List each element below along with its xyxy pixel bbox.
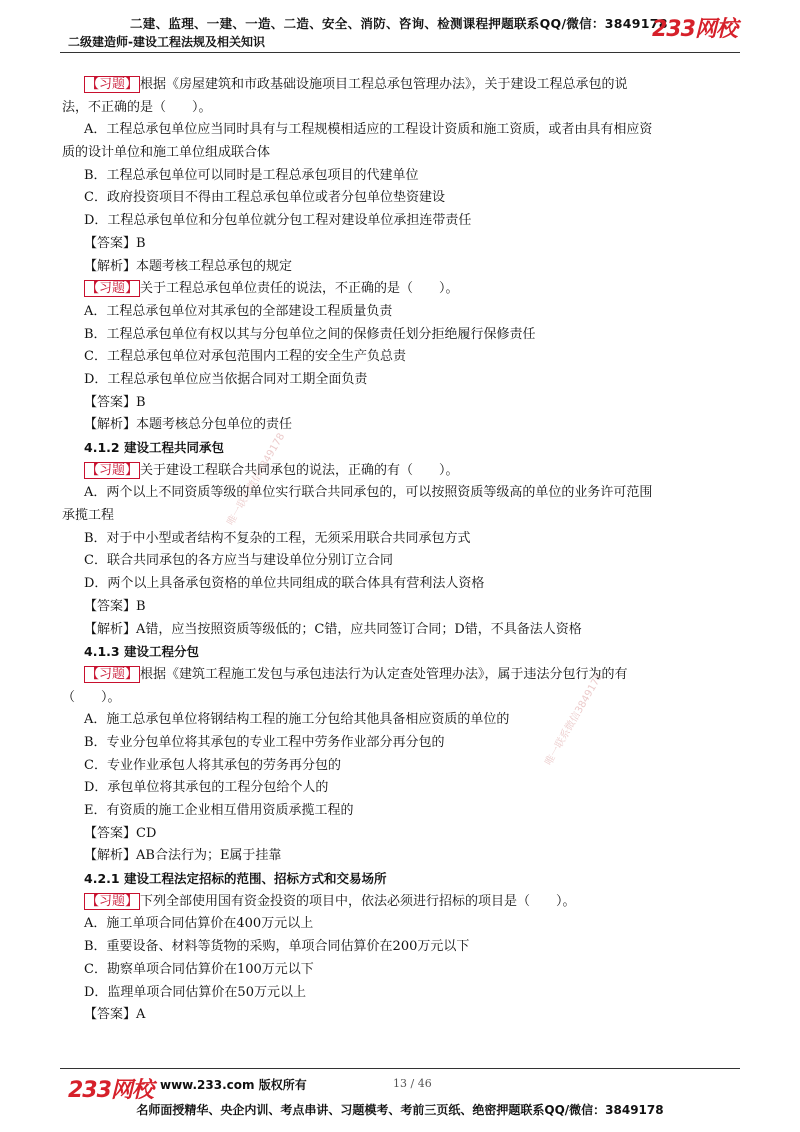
section-heading xyxy=(62,437,742,460)
text-line xyxy=(62,119,742,142)
line-text: D．两个以上具备承包资格的单位共同组成的联合体具有营利法人资格 xyxy=(84,576,485,592)
section-heading-text: 4.1.3 建设工程分包 xyxy=(84,644,199,660)
line-text: A．施工总承包单位将钢结构工程的施工分包给其他具备相应资质的单位的 xyxy=(84,712,510,728)
text-line xyxy=(62,414,742,437)
text-line xyxy=(62,732,742,755)
text-line xyxy=(62,187,742,210)
exercise-tag: 【习题】 xyxy=(86,77,139,92)
line-text: 【答案】A xyxy=(84,1007,146,1023)
question-text: 关于建设工程联合共同承包的说法，正确的有（ ）。 xyxy=(140,462,459,478)
text-line xyxy=(62,165,742,188)
question-line xyxy=(62,891,742,914)
header-logo-text: 233网校 xyxy=(652,17,737,42)
line-text: A．施工单项合同估算价在400万元以上 xyxy=(84,916,314,932)
line-text: D．监理单项合同估算价在50万元以上 xyxy=(84,984,306,1000)
exercise-tag: 【习题】 xyxy=(86,666,139,682)
line-text: A．工程总承包单位对其承包的全部建设工程质量负责 xyxy=(84,303,393,319)
text-line xyxy=(62,528,742,551)
line-text: E．有资质的施工企业相互借用资质承揽工程的 xyxy=(84,803,354,818)
text-line xyxy=(62,619,742,642)
line-text: 【答案】CD xyxy=(84,825,157,841)
section-heading-text: 4.2.1 建设工程法定招标的范围、招标方式和交易场所 xyxy=(84,871,387,887)
line-text: 【解析】A错，应当按照资质等级低的；C错，应共同签订合同；D错，不具备法人资格 xyxy=(84,621,582,637)
page-number: 13 / 46 xyxy=(393,1077,432,1090)
text-line xyxy=(62,233,742,256)
text-line xyxy=(62,936,742,959)
document-body xyxy=(62,74,742,1027)
line-text: D．承包单位将其承包的工程分包给个人的 xyxy=(84,780,329,796)
question-line xyxy=(62,664,742,687)
line-text: A．两个以上不同资质等级的单位实行联合共同承包的，可以按照资质等级高的单位的业务许可范围 xyxy=(84,485,653,501)
text-line xyxy=(62,392,742,415)
text-line xyxy=(62,301,742,324)
line-text: 【解析】本题考核总分包单位的责任 xyxy=(84,417,293,433)
line-text: 质的设计单位和施工单位组成联合体 xyxy=(62,145,271,161)
section-heading xyxy=(62,868,742,891)
line-text: 法，不正确的是（ ）。 xyxy=(62,99,212,115)
text-line xyxy=(62,210,742,233)
text-line xyxy=(62,755,742,778)
line-text: D．工程总承包单位和分包单位就分包工程对建设单位承担连带责任 xyxy=(84,213,472,229)
line-text: B．专业分包单位将其承包的专业工程中劳务作业部分再分包的 xyxy=(84,734,445,750)
text-line xyxy=(62,1004,742,1027)
text-line xyxy=(62,913,742,936)
text-line xyxy=(62,97,742,120)
header-logo xyxy=(652,12,737,43)
text-line xyxy=(62,800,742,823)
line-text: 【答案】B xyxy=(84,235,146,251)
text-line xyxy=(62,573,742,596)
line-text: （ ）。 xyxy=(62,689,121,705)
question-line xyxy=(62,278,742,301)
footer-site-copyright: www.233.com 版权所有 xyxy=(160,1078,307,1092)
page-header xyxy=(0,0,800,56)
text-line xyxy=(62,823,742,846)
exercise-tag: 【习题】 xyxy=(86,462,139,478)
text-line xyxy=(62,959,742,982)
text-line xyxy=(62,505,742,528)
question-line xyxy=(62,74,742,97)
section-heading-text: 4.1.2 建设工程共同承包 xyxy=(84,440,224,455)
footer-logo-text: 233网校 xyxy=(68,1078,153,1103)
exercise-tag: 【习题】 xyxy=(86,893,139,909)
line-text: D．工程总承包单位应当依据合同对工期全面负责 xyxy=(84,371,368,387)
text-line xyxy=(62,596,742,619)
header-course-title: 二级建造师-建设工程法规及相关知识 xyxy=(68,35,265,49)
line-text: 【解析】AB合法行为；E属于挂靠 xyxy=(84,848,282,864)
text-line xyxy=(62,777,742,800)
text-line xyxy=(62,324,742,347)
footer-promo-line: 名师面授精华、央企内训、考点串讲、习题模考、考前三页纸、绝密押题联系QQ/微信：3849178 xyxy=(136,1103,664,1117)
line-text: C．工程总承包单位对承包范围内工程的安全生产负总责 xyxy=(84,349,406,365)
text-line xyxy=(62,346,742,369)
line-text: B．工程总承包单位有权以其与分包单位之间的保修责任划分拒绝履行保修责任 xyxy=(84,326,536,342)
question-text: 根据《房屋建筑和市政基础设施项目工程总承包管理办法》，关于建设工程总承包的说 xyxy=(140,77,628,92)
exercise-tag: 【习题】 xyxy=(86,281,139,297)
line-text: 【答案】B xyxy=(84,598,146,614)
text-line xyxy=(62,982,742,1005)
line-text: C．专业作业承包人将其承包的劳务再分包的 xyxy=(84,757,341,773)
line-text: B．工程总承包单位可以同时是工程总承包项目的代建单位 xyxy=(84,167,419,183)
line-text: 承揽工程 xyxy=(62,508,115,524)
text-line xyxy=(62,369,742,392)
header-contact-line: 二建、监理、一建、一造、二造、安全、消防、咨询、检测课程押题联系QQ/微信：3849178 xyxy=(130,16,668,31)
question-text: 根据《建筑工程施工发包与承包违法行为认定查处管理办法》，属于违法分包行为的有 xyxy=(140,666,628,682)
line-text: C．政府投资项目不得由工程总承包单位或者分包单位垫资建设 xyxy=(84,190,445,206)
footer-logo xyxy=(68,1073,153,1104)
text-line xyxy=(62,845,742,868)
footer-divider xyxy=(60,1068,740,1069)
text-line xyxy=(62,256,742,279)
line-text: B．重要设备、材料等货物的采购，单项合同估算价在200万元以下 xyxy=(84,939,470,955)
question-line xyxy=(62,460,742,483)
line-text: 【答案】B xyxy=(84,394,146,410)
text-line xyxy=(62,482,742,505)
line-text: B．对于中小型或者结构不复杂的工程，无须采用联合共同承包方式 xyxy=(84,530,471,546)
text-line xyxy=(62,687,742,710)
line-text: A．工程总承包单位应当同时具有与工程规模相适应的工程设计资质和施工资质，或者由具有相应资 xyxy=(84,122,653,138)
watermark-1: 唯一联系微信3849178 xyxy=(225,431,288,528)
question-text: 下列全部使用国有资金投资的项目中，依法必须进行招标的项目是（ ）。 xyxy=(140,893,576,909)
text-line xyxy=(62,142,742,165)
line-text: 【解析】本题考核工程总承包的规定 xyxy=(84,258,293,274)
line-text: C．勘察单项合同估算价在100万元以下 xyxy=(84,961,314,977)
text-line xyxy=(62,550,742,573)
line-text: C．联合共同承包的各方应当与建设单位分别订立合同 xyxy=(84,553,393,569)
watermark-2: 唯一联系微信3849178 xyxy=(543,671,606,768)
text-line xyxy=(62,709,742,732)
header-divider xyxy=(60,52,740,53)
section-heading xyxy=(62,641,742,664)
question-text: 关于工程总承包单位责任的说法，不正确的是（ ）。 xyxy=(140,281,459,297)
